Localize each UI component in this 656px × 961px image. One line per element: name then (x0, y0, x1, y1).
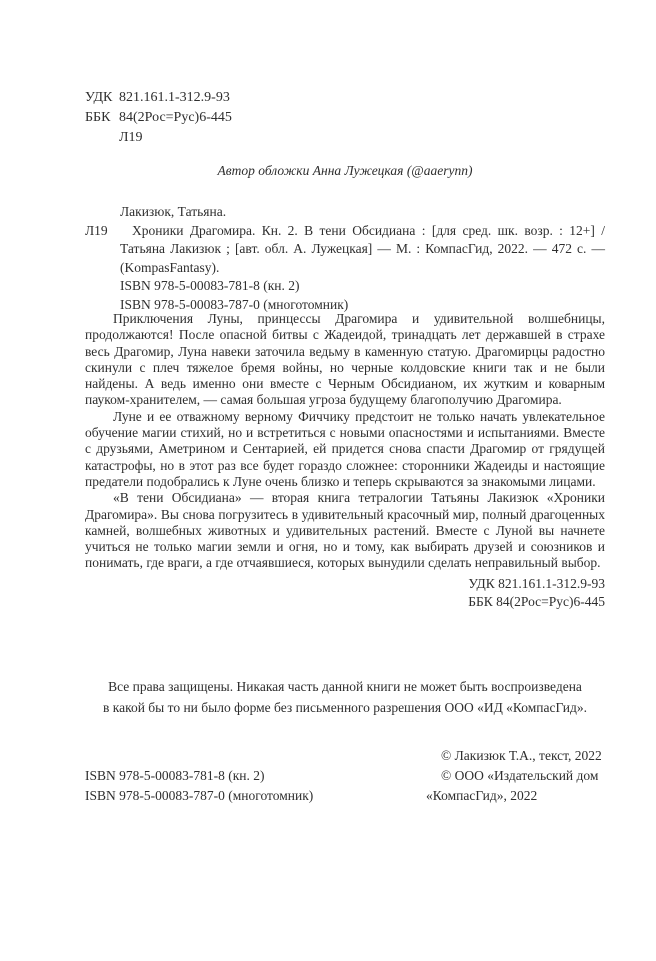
udk-label: УДК (85, 90, 113, 105)
annotation-paragraph: Луне и ее отважному верному Фиччику предстоит не только начать увлекательное обучение магии стихий, но и встретиться с новыми опасностями и испытаниями. Вместе с друзьями, Аметрином и Сентарией, ей придется снова спасти Драгомир от грядущей катастрофы, но в этот раз все будет гораздо сложнее: сторонники Жадеиды и настоящие предатели подобрались к Луне очень близко и теперь скрываются за знакомыми лицами. (85, 408, 605, 489)
bbk-value: 84(2Рос=Рус)6-445 (119, 110, 232, 125)
annotation-block (85, 311, 605, 611)
bib-description-text: Хроники Драгомира. Кн. 2. В тени Обсидиана : [для сред. шк. возр. : 12+] / Татьяна Лакизюк ; [авт. обл. А. Лужецкая] — М. : КомпасГид, 2022. — 472 с. — (KompasFantasy). (120, 222, 605, 275)
bibliographic-record (85, 203, 605, 314)
imprint-footer (85, 746, 605, 826)
footer-isbn-block (85, 766, 313, 806)
rights-notice-line: в какой бы то ни было форме без письменного разрешения ООО «ИД «КомпасГид». (102, 700, 588, 715)
author-sign-row (85, 128, 232, 148)
isbn-set-line: ISBN 978-5-00083-787-0 (многотомник) (120, 296, 349, 312)
isbn-book-line: ISBN 978-5-00083-781-8 (кн. 2) (120, 278, 300, 293)
classification-block-bottom (85, 575, 605, 611)
footer-isbn-book-line: ISBN 978-5-00083-781-8 (кн. 2) (85, 768, 265, 783)
annotation-paragraph: Приключения Луны, принцессы Драгомира и удивительной волшебницы, продолжаются! После опасной битвы с Жадеидой, тринадцать лет державшей в страхе весь Драгомир, Луна навеки заточила ведьму в каменную статую. Драгомирцы радостно скинули с плеч тяжелое бремя войны, но черные колдовские книги так и не были найдены. А ведь именно они вместе с Черным Обсидианом, их жутким и коварным пауком-хранителем, — самая большая угроза будущему благополучию Драгомира. (85, 311, 605, 408)
copyright-publisher-line-2: «КомпасГид», 2022 (426, 788, 538, 803)
footer-copyright-block (426, 746, 602, 806)
footer-isbn-set-line: ISBN 978-5-00083-787-0 (многотомник) (85, 788, 314, 803)
copyright-publisher-line: © ООО «Издательский дом (441, 768, 599, 783)
bbk-bottom-line: ББК 84(2Рос=Рус)6-445 (468, 593, 605, 609)
udk-row (85, 88, 232, 108)
classification-block-top (85, 88, 232, 148)
bbk-row (85, 108, 232, 128)
udk-value: 821.161.1-312.9-93 (119, 90, 230, 105)
author-sign: Л19 (119, 130, 143, 145)
bib-description (85, 222, 605, 278)
rights-notice (85, 676, 605, 718)
bib-author-sign: Л19 (85, 222, 108, 238)
bbk-label: ББК (85, 110, 111, 125)
cover-artist-credit: Автор обложки Анна Лужецкая (@aaerynn) (217, 163, 473, 178)
annotation-paragraph: «В тени Обсидиана» — вторая книга тетралогии Татьяны Лакизюк «Хроники Драгомира». Вы снова погрузитесь в удивительный красочный мир, полный драгоценных камней, волшебных животных и удивительных растений. Вместе с Луной вы начнете учиться не только магии земли и огня, но и тому, как выбирать друзей и союзников и понимать, где враги, а где отчаявшиеся, которых вынудили сделать неправильный выбор. (85, 490, 605, 571)
copyright-author-line: © Лакизюк Т.А., текст, 2022 (441, 748, 602, 763)
bib-author-heading: Лакизюк, Татьяна. (120, 204, 227, 219)
rights-notice-line: Все права защищены. Никакая часть данной книги не может быть воспроизведена (108, 679, 582, 694)
udk-bottom-line: УДК 821.161.1-312.9-93 (468, 575, 605, 591)
